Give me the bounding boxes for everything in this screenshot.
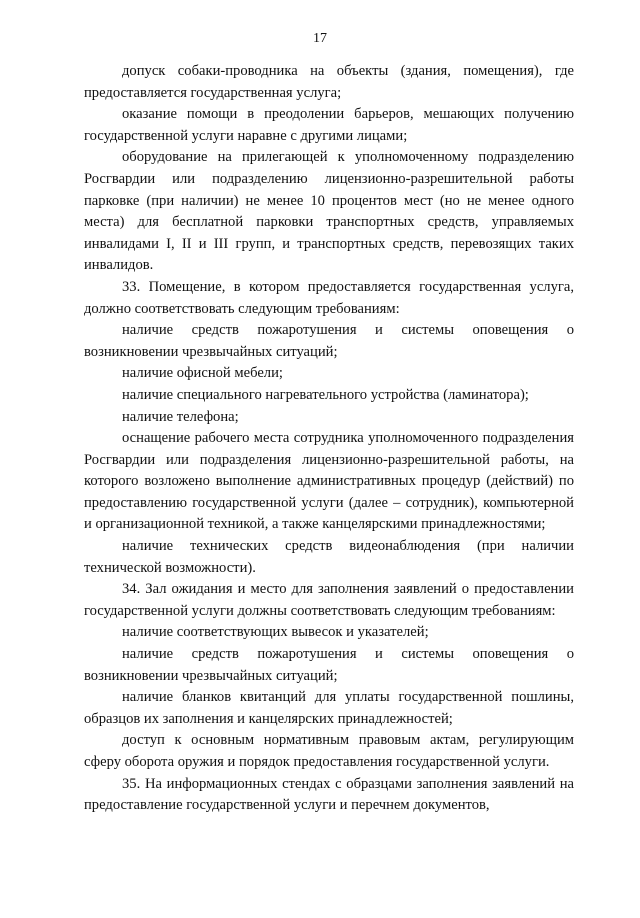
- paragraph-item-35: 35. На информационных стендах с образцами заполнения заявлений на предоставление государственной услуги и перечнем документов,: [84, 775, 574, 814]
- paragraph-office-furniture: наличие офисной мебели;: [122, 365, 283, 382]
- paragraph-laminator: наличие специального нагревательного устройства (ламинатора);: [122, 386, 529, 403]
- paragraph-legal-acts: доступ к основным нормативным правовым актам, регулирующим сферу оборота оружия и порядок предоставления государственной услуги.: [84, 732, 574, 770]
- paragraph-guide-dog: допуск собаки-проводника на объекты (здания, помещения), где предоставляется государственная услуга;: [84, 63, 574, 101]
- paragraph-receipt-forms: наличие бланков квитанций для уплаты государственной пошлины, образцов их заполнения и канцелярских принадлежностей;: [84, 689, 574, 727]
- paragraph-parking: оборудование на прилегающей к уполномоченному подразделению Росгвардии или подразделению лицензионно-разрешительной работы парковке (при наличии) не менее 10 процентов мест (но не менее одного места) для бесплатной парковки транспортных средств, управляемых инвалидами I, II и III групп, и транспортных средств, перевозящих таких инвалидов.: [84, 149, 574, 274]
- paragraph-workplace-equipment: оснащение рабочего места сотрудника уполномоченного подразделения Росгвардии или подразделения лицензионно-разрешительной работы, на которого возложено выполнение административных процедур (действий) по предоставлению государственной услуги (далее – сотрудник), компьютерной и организационной техникой, а также канцелярскими принадлежностями;: [84, 430, 574, 533]
- paragraph-phone: наличие телефона;: [122, 408, 239, 425]
- paragraph-fire-safety-hall: наличие средств пожаротушения и системы оповещения о возникновении чрезвычайных ситуаций;: [84, 646, 574, 684]
- paragraph-fire-safety: наличие средств пожаротушения и системы оповещения о возникновении чрезвычайных ситуаций;: [84, 322, 574, 360]
- page-number: 17: [313, 31, 327, 46]
- paragraph-video-surveillance: наличие технических средств видеонаблюдения (при наличии технической возможности).: [84, 538, 574, 576]
- paragraph-item-34: 34. Зал ожидания и место для заполнения заявлений о предоставлении государственной услуги должны соответствовать следующим требованиям:: [84, 581, 574, 619]
- document-body: [84, 61, 574, 817]
- paragraph-barrier-help: оказание помощи в преодолении барьеров, мешающих получению государственной услуги наравне с другими лицами;: [84, 106, 574, 144]
- paragraph-item-33: 33. Помещение, в котором предоставляется государственная услуга, должно соответствовать следующим требованиям:: [84, 278, 574, 317]
- paragraph-signs: наличие соответствующих вывесок и указателей;: [122, 624, 429, 641]
